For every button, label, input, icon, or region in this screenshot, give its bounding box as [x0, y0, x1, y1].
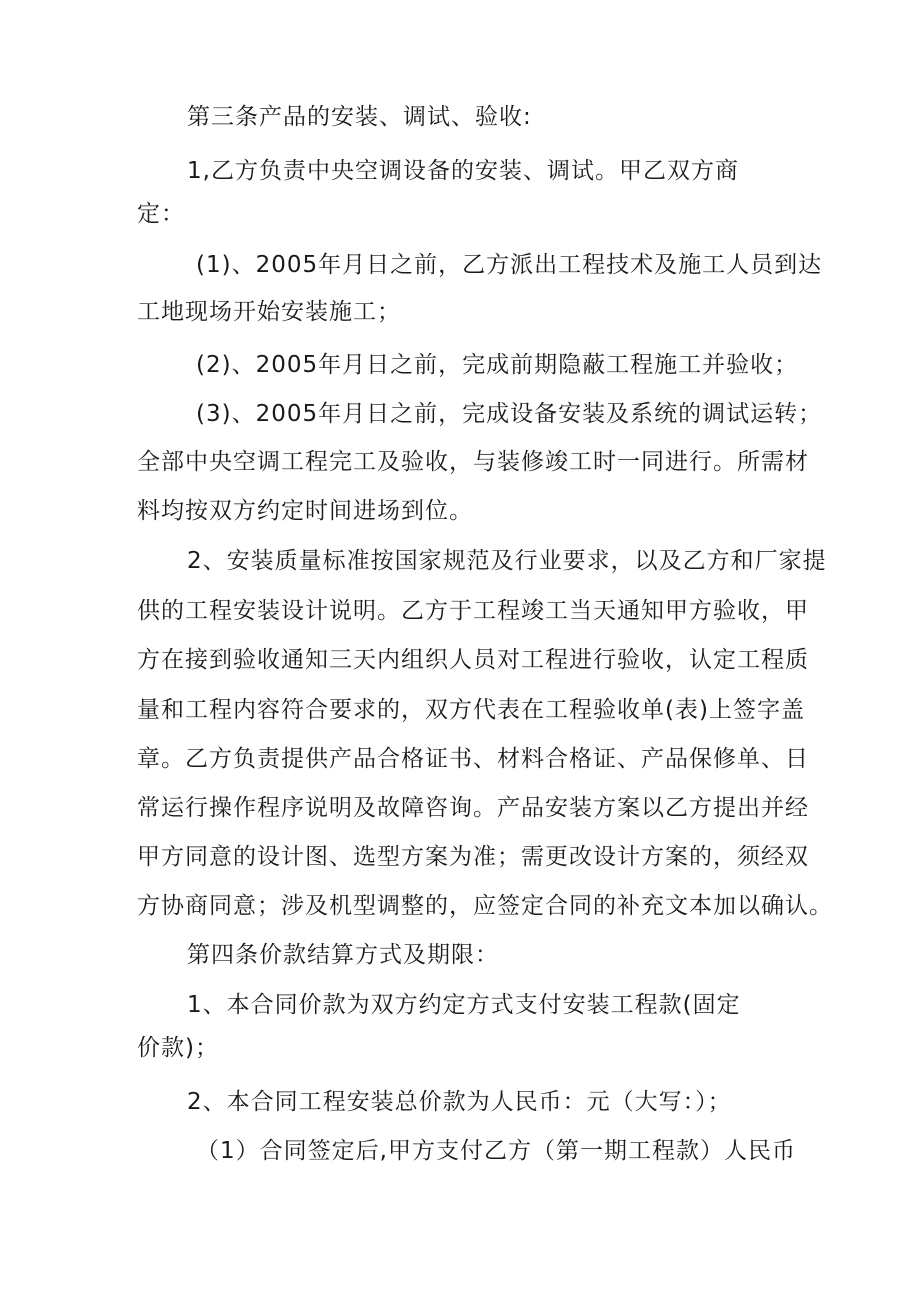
paragraph-line: 量和工程内容符合要求的，双方代表在工程验收单(表)上签字盖	[137, 697, 805, 723]
paragraph-line: 料均按双方约定时间进场到位。	[137, 498, 473, 524]
paragraph-line: 供的工程安装设计说明。乙方于工程竣工当天通知甲方验收，甲	[137, 598, 809, 624]
paragraph-line: 2、安装质量标准按国家规范及行业要求，以及乙方和厂家提	[187, 548, 827, 574]
paragraph-line: 章。乙方负责提供产品合格证书、材料合格证、产品保修单、日	[137, 746, 809, 772]
paragraph-line: 工地现场开始安装施工；	[137, 299, 401, 325]
article-3-heading: 第三条产品的安装、调试、验收:	[187, 104, 532, 130]
paragraph-line: 常运行操作程序说明及故障咨询。产品安装方案以乙方提出并经	[137, 795, 809, 821]
paragraph-line: 方协商同意；涉及机型调整的，应签定合同的补充文本加以确认。	[137, 893, 833, 919]
paragraph-line: (1)、2005年月日之前，乙方派出工程技术及施工人员到达	[196, 252, 823, 278]
paragraph-line: 1,乙方负责中央空调设备的安装、调试。甲乙双方商	[187, 158, 739, 184]
paragraph-line: 定：	[137, 201, 185, 227]
paragraph-line: (2)、2005年月日之前，完成前期隐蔽工程施工并验收；	[196, 352, 799, 378]
paragraph-line: 价款)；	[137, 1035, 219, 1061]
paragraph-line: （1）合同签定后,甲方支付乙方（第一期工程款）人民币	[196, 1138, 796, 1164]
paragraph-line: 2、本合同工程安装总价款为人民币：元（大写：）；	[187, 1089, 732, 1115]
paragraph-line: (3)、2005年月日之前，完成设备安装及系统的调试运转；	[196, 401, 823, 427]
paragraph-line: 甲方同意的设计图、选型方案为准；需更改设计方案的，须经双	[137, 844, 809, 870]
paragraph-line: 方在接到验收通知三天内组织人员对工程进行验收，认定工程质	[137, 647, 809, 673]
paragraph-line: 全部中央空调工程完工及验收，与装修竣工时一同进行。所需材	[137, 449, 809, 475]
paragraph-line: 1、本合同价款为双方约定方式支付安装工程款(固定	[187, 992, 741, 1018]
article-4-heading: 第四条价款结算方式及期限：	[187, 942, 499, 968]
